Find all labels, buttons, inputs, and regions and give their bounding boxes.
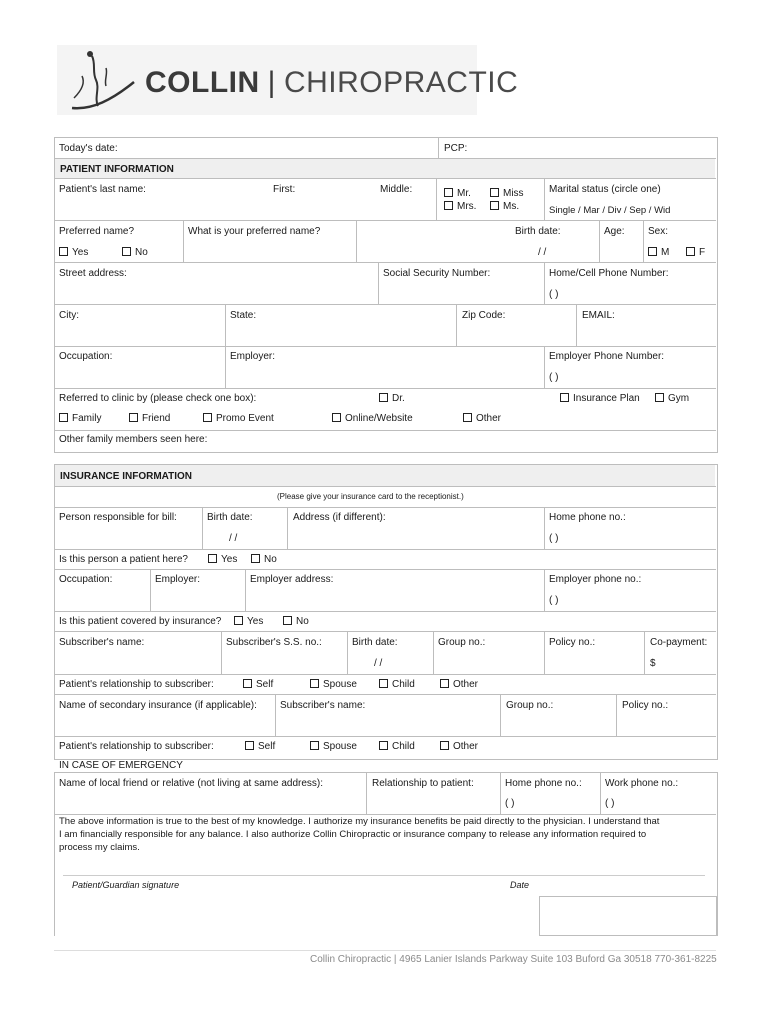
employer-address-label: Employer address: [250, 574, 334, 585]
state-label: State: [230, 310, 257, 321]
other-family-label: Other family members seen here: [59, 434, 208, 445]
last-name-label: Patient's last name: [59, 184, 146, 195]
rel-other[interactable]: Other [440, 679, 478, 690]
referred-online[interactable]: Online/Website [332, 413, 413, 424]
copay-dollar: $ [650, 658, 656, 669]
signature-label: Patient/Guardian signature [72, 880, 180, 890]
rel2-self[interactable]: Self [245, 741, 275, 752]
street-label: Street address: [59, 268, 127, 279]
sex-m[interactable]: M [648, 247, 669, 258]
covered-label: Is this patient covered by insurance? [59, 616, 222, 627]
referred-promo[interactable]: Promo Event [203, 413, 274, 424]
middle-name-label: Middle: [380, 184, 413, 195]
group-label: Group no.: [438, 637, 486, 648]
employer-phone-label: Employer Phone Number: [549, 351, 665, 362]
responsible-label: Person responsible for bill: [59, 512, 177, 523]
home-cell-parens: ( ) [549, 289, 559, 300]
todays-date-label: Today's date: [59, 143, 118, 154]
first-name-label: First: [273, 184, 296, 195]
ins-employer-phone-parens: ( ) [549, 595, 559, 606]
title-mrs[interactable]: Mrs. [444, 201, 476, 212]
spine-logo-icon [62, 48, 142, 114]
em-home-phone-label: Home phone no.: [505, 778, 582, 789]
marital-options[interactable]: Single / Mar / Div / Sep / Wid [549, 205, 671, 216]
email-label: EMAIL: [582, 310, 615, 321]
referred-insurance-plan[interactable]: Insurance Plan [560, 393, 640, 404]
work-phone-label: Work phone no.: [605, 778, 679, 789]
work-phone-parens: ( ) [605, 798, 615, 809]
employer-label: Employer: [230, 351, 276, 362]
sex-f[interactable]: F [686, 247, 705, 258]
sub-birth-slashes: / / [374, 658, 383, 669]
employer-phone-parens: ( ) [549, 372, 559, 383]
insurance-header: INSURANCE INFORMATION [55, 465, 715, 486]
office-use-box [539, 896, 717, 936]
is-patient-no[interactable]: No [251, 554, 277, 565]
sub-birth-label: Birth date: [352, 637, 398, 648]
logo-text: COLLIN | CHIROPRACTIC [145, 66, 519, 99]
statement-line-1: The above information is true to the best of my knowledge. I authorize my insurance benefits be paid directly to the physician. I understand that [59, 816, 660, 827]
title-mr[interactable]: Mr. [444, 188, 471, 199]
preferred-name-label: Preferred name? [59, 226, 135, 237]
home-cell-label: Home/Cell Phone Number: [549, 268, 669, 279]
preferred-yes[interactable]: Yes [59, 247, 88, 258]
address-label: Address (if different): [293, 512, 386, 523]
city-label: City: [59, 310, 79, 321]
referred-label: Referred to clinic by (please check one box): [59, 393, 257, 404]
insurance-form [54, 464, 718, 760]
rel-patient-label: Relationship to patient: [372, 778, 474, 789]
rel2-other[interactable]: Other [440, 741, 478, 752]
sex-label: Sex: [648, 226, 669, 237]
ins-birth-label: Birth date: [207, 512, 253, 523]
local-friend-label: Name of local friend or relative (not living at same address): [59, 778, 324, 789]
referred-dr[interactable]: Dr. [379, 393, 405, 404]
insurance-note: (Please give your insurance card to the receptionist.) [277, 492, 464, 501]
rel-spouse[interactable]: Spouse [310, 679, 357, 690]
emergency-label: IN CASE OF EMERGENCY [59, 760, 183, 771]
home-phone-label: Home phone no.: [549, 512, 626, 523]
rel2-child[interactable]: Child [379, 741, 415, 752]
ssn-label: Social Security Number: [383, 268, 491, 279]
birth-date-slashes: / / [538, 247, 547, 258]
covered-yes[interactable]: Yes [234, 616, 263, 627]
preferred-no[interactable]: No [122, 247, 148, 258]
sec-policy-label: Policy no.: [622, 700, 669, 711]
rel-child[interactable]: Child [379, 679, 415, 690]
referred-gym[interactable]: Gym [655, 393, 689, 404]
sec-subscriber-label: Subscriber's name: [280, 700, 366, 711]
patient-header: PATIENT INFORMATION [55, 158, 715, 178]
age-label: Age: [604, 226, 625, 237]
zip-label: Zip Code: [462, 310, 506, 321]
title-miss[interactable]: Miss [490, 188, 524, 199]
occupation-label: Occupation: [59, 351, 113, 362]
em-home-parens: ( ) [505, 798, 515, 809]
secondary-label: Name of secondary insurance (if applicable): [59, 700, 257, 711]
title-ms[interactable]: Ms. [490, 201, 519, 212]
copay-label: Co-payment: [650, 637, 708, 648]
subscriber-ss-label: Subscriber's S.S. no.: [226, 637, 322, 648]
date-label: Date [510, 880, 530, 890]
statement-line-2: I am financially responsible for any balance. I also authorize Collin Chiropractic or insurance company to release any information required to [59, 829, 647, 840]
covered-no[interactable]: No [283, 616, 309, 627]
ins-occupation-label: Occupation: [59, 574, 113, 585]
subscriber-label: Subscriber's name: [59, 637, 145, 648]
footer-address: Collin Chiropractic | 4965 Lanier Islands Parkway Suite 103 Buford Ga 30518 770-361-8225 [310, 954, 717, 965]
pcp-label: PCP: [444, 143, 468, 154]
policy-label: Policy no.: [549, 637, 596, 648]
sec-group-label: Group no.: [506, 700, 554, 711]
birth-date-label: Birth date: [515, 226, 561, 237]
referred-family[interactable]: Family [59, 413, 101, 424]
relationship2-label: Patient's relationship to subscriber: [59, 741, 214, 752]
home-phone-parens: ( ) [549, 533, 559, 544]
ins-employer-phone-label: Employer phone no.: [549, 574, 642, 585]
is-patient-label: Is this person a patient here? [59, 554, 188, 565]
what-preferred-label: What is your preferred name? [188, 226, 321, 237]
referred-other[interactable]: Other [463, 413, 501, 424]
ins-employer-label: Employer: [155, 574, 201, 585]
relationship-label: Patient's relationship to subscriber: [59, 679, 214, 690]
referred-friend[interactable]: Friend [129, 413, 170, 424]
marital-status-label: Marital status (circle one) [549, 184, 661, 195]
ins-birth-slashes: / / [229, 533, 238, 544]
is-patient-yes[interactable]: Yes [208, 554, 237, 565]
rel2-spouse[interactable]: Spouse [310, 741, 357, 752]
rel-self[interactable]: Self [243, 679, 273, 690]
statement-line-3: process my claims. [59, 842, 140, 853]
